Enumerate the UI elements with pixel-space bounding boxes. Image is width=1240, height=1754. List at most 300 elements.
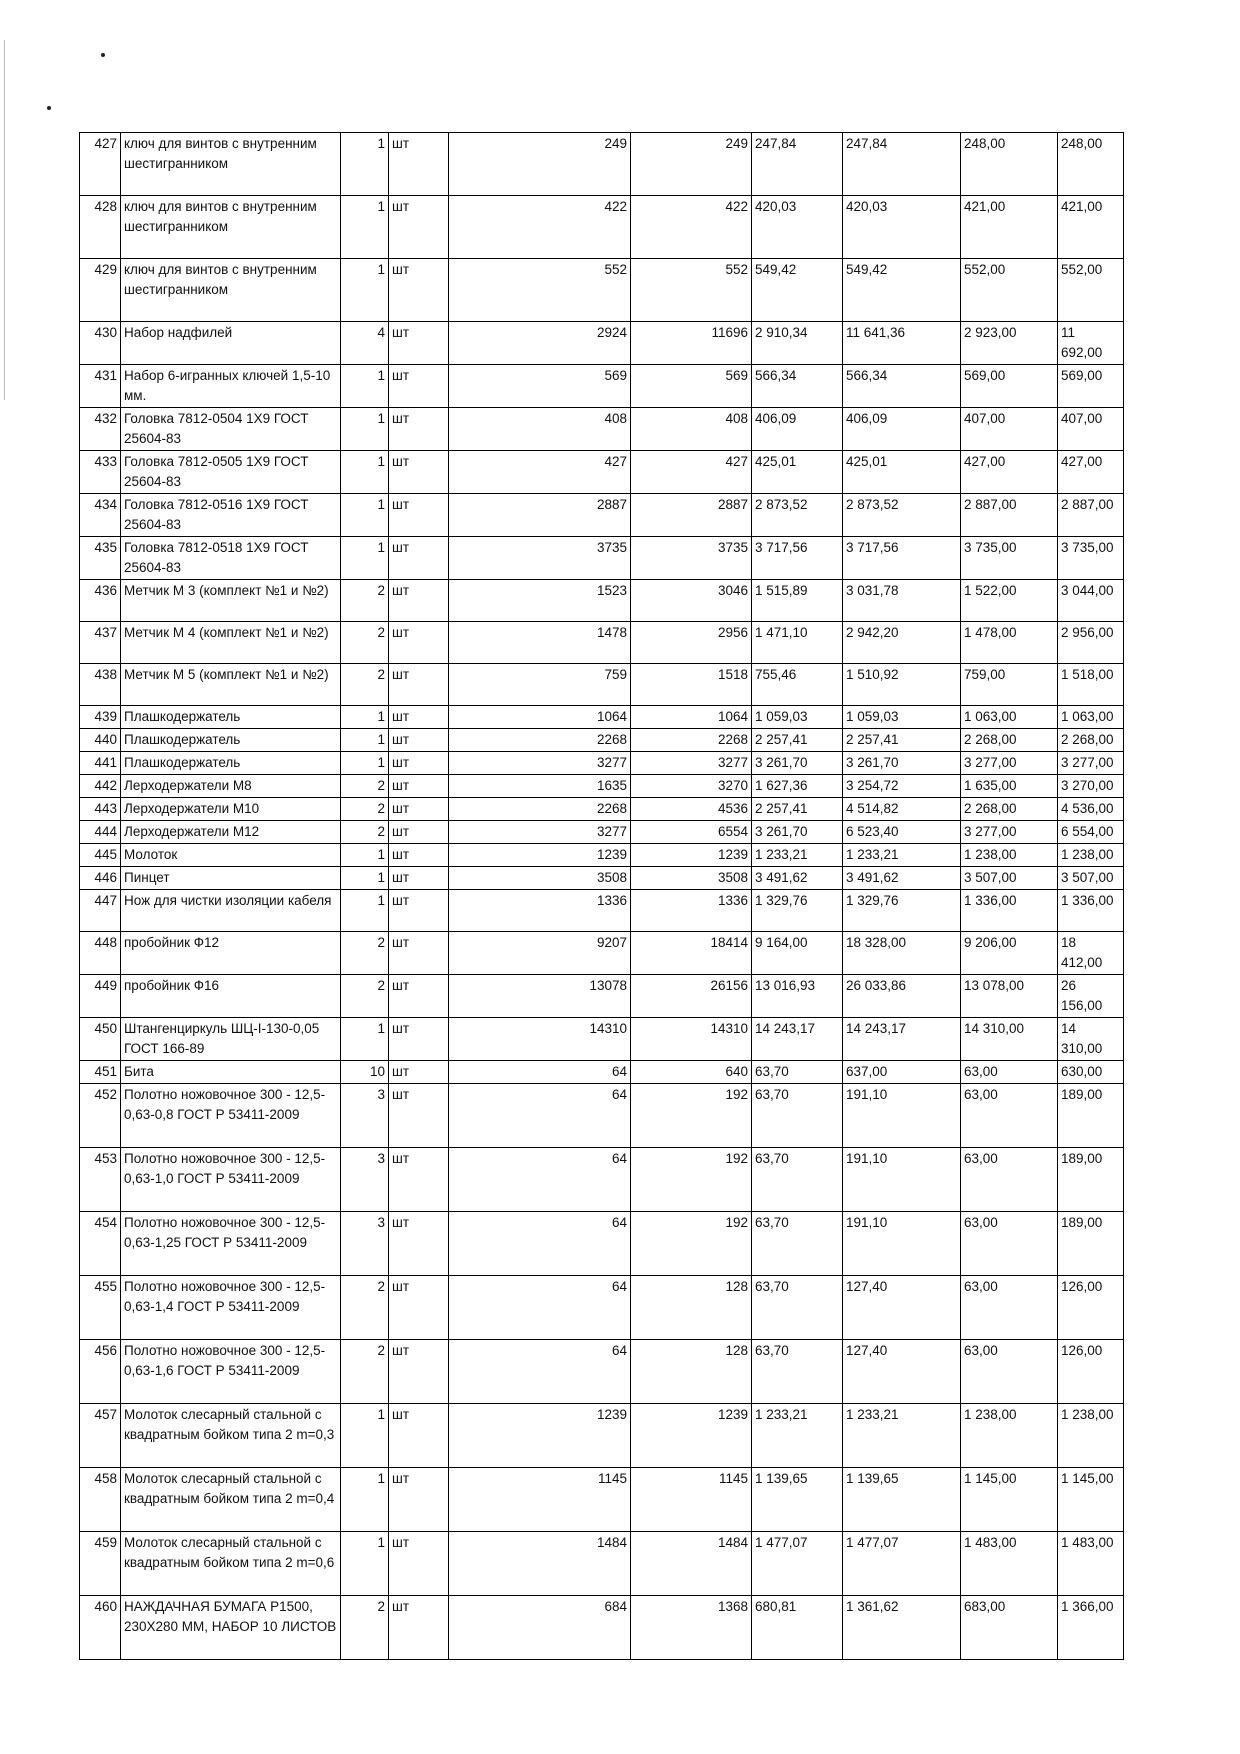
item-sum: 3270 [631, 775, 752, 798]
table-row [80, 451, 1124, 494]
alt-sum-2: 126,00 [1058, 1340, 1124, 1404]
alt-sum-1: 3 491,62 [843, 867, 961, 890]
item-price: 3277 [449, 752, 631, 775]
alt-price-2: 1 635,00 [961, 775, 1058, 798]
item-name: Метчик М 3 (комплект №1 и №2) [121, 580, 341, 622]
table-row [80, 890, 1124, 932]
item-sum: 2268 [631, 729, 752, 752]
alt-price-1: 3 491,62 [752, 867, 843, 890]
alt-price-1: 566,34 [752, 365, 843, 408]
item-sum: 1336 [631, 890, 752, 932]
table-row [80, 1596, 1124, 1660]
alt-price-1: 63,70 [752, 1340, 843, 1404]
item-unit: шт [389, 798, 449, 821]
alt-price-1: 549,42 [752, 259, 843, 322]
alt-sum-2: 3 507,00 [1058, 867, 1124, 890]
item-sum: 4536 [631, 798, 752, 821]
alt-sum-1: 420,03 [843, 196, 961, 259]
row-number: 451 [80, 1061, 121, 1084]
item-quantity: 1 [341, 1468, 389, 1532]
item-sum: 192 [631, 1148, 752, 1212]
alt-price-1: 1 471,10 [752, 622, 843, 664]
alt-sum-2: 189,00 [1058, 1148, 1124, 1212]
alt-sum-1: 3 254,72 [843, 775, 961, 798]
item-name: Бита [121, 1061, 341, 1084]
alt-sum-1: 1 059,03 [843, 706, 961, 729]
item-unit: шт [389, 133, 449, 196]
table-row [80, 1061, 1124, 1084]
alt-sum-1: 4 514,82 [843, 798, 961, 821]
item-name: Метчик М 4 (комплект №1 и №2) [121, 622, 341, 664]
item-unit: шт [389, 1340, 449, 1404]
item-quantity: 1 [341, 867, 389, 890]
item-quantity: 1 [341, 1018, 389, 1061]
item-name: ключ для винтов с внутренним шестигранником [121, 133, 341, 196]
item-price: 2887 [449, 494, 631, 537]
alt-sum-2: 2 956,00 [1058, 622, 1124, 664]
item-sum: 3046 [631, 580, 752, 622]
table-row [80, 867, 1124, 890]
item-price: 1145 [449, 1468, 631, 1532]
alt-price-2: 63,00 [961, 1084, 1058, 1148]
item-sum: 1368 [631, 1596, 752, 1660]
row-number: 439 [80, 706, 121, 729]
alt-price-2: 3 277,00 [961, 752, 1058, 775]
table-row [80, 580, 1124, 622]
item-quantity: 2 [341, 1276, 389, 1340]
item-quantity: 3 [341, 1212, 389, 1276]
alt-price-2: 759,00 [961, 664, 1058, 706]
item-sum: 408 [631, 408, 752, 451]
item-sum: 26156 [631, 975, 752, 1018]
items-table [79, 132, 1124, 1660]
alt-sum-2: 1 366,00 [1058, 1596, 1124, 1660]
item-unit: шт [389, 752, 449, 775]
item-quantity: 2 [341, 932, 389, 975]
item-name: Полотно ножовочное 300 - 12,5- 0,63-0,8 ГОСТ Р 53411-2009 [121, 1084, 341, 1148]
alt-sum-1: 11 641,36 [843, 322, 961, 365]
alt-price-2: 3 277,00 [961, 821, 1058, 844]
alt-price-1: 420,03 [752, 196, 843, 259]
item-price: 14310 [449, 1018, 631, 1061]
table-row [80, 844, 1124, 867]
item-sum: 1484 [631, 1532, 752, 1596]
alt-sum-2: 1 063,00 [1058, 706, 1124, 729]
item-price: 3277 [449, 821, 631, 844]
item-unit: шт [389, 932, 449, 975]
alt-price-2: 9 206,00 [961, 932, 1058, 975]
item-name: Головка 7812-0516 1Х9 ГОСТ 25604-83 [121, 494, 341, 537]
item-quantity: 2 [341, 580, 389, 622]
item-name: Головка 7812-0518 1Х9 ГОСТ 25604-83 [121, 537, 341, 580]
alt-sum-2: 3 270,00 [1058, 775, 1124, 798]
alt-sum-1: 14 243,17 [843, 1018, 961, 1061]
alt-price-2: 3 735,00 [961, 537, 1058, 580]
item-name: Полотно ножовочное 300 - 12,5- 0,63-1,0 ГОСТ Р 53411-2009 [121, 1148, 341, 1212]
item-unit: шт [389, 537, 449, 580]
alt-sum-1: 1 361,62 [843, 1596, 961, 1660]
row-number: 444 [80, 821, 121, 844]
item-quantity: 2 [341, 664, 389, 706]
item-name: ключ для винтов с внутренним шестигранником [121, 259, 341, 322]
item-quantity: 2 [341, 1340, 389, 1404]
alt-sum-2: 421,00 [1058, 196, 1124, 259]
table-row [80, 322, 1124, 365]
alt-sum-1: 2 873,52 [843, 494, 961, 537]
alt-sum-1: 3 031,78 [843, 580, 961, 622]
alt-sum-2: 3 277,00 [1058, 752, 1124, 775]
item-name: пробойник Ф12 [121, 932, 341, 975]
item-name: Плашкодержатель [121, 752, 341, 775]
alt-price-1: 63,70 [752, 1276, 843, 1340]
item-price: 759 [449, 664, 631, 706]
row-number: 440 [80, 729, 121, 752]
item-sum: 192 [631, 1212, 752, 1276]
alt-sum-1: 127,40 [843, 1340, 961, 1404]
table-row [80, 622, 1124, 664]
alt-price-1: 1 515,89 [752, 580, 843, 622]
item-name: пробойник Ф16 [121, 975, 341, 1018]
item-unit: шт [389, 729, 449, 752]
item-quantity: 1 [341, 729, 389, 752]
alt-price-2: 1 336,00 [961, 890, 1058, 932]
item-name: Лерходержатели М10 [121, 798, 341, 821]
item-name: НАЖДАЧНАЯ БУМАГА Р1500, 230Х280 ММ, НАБОР 10 ЛИСТОВ [121, 1596, 341, 1660]
row-number: 454 [80, 1212, 121, 1276]
alt-price-1: 755,46 [752, 664, 843, 706]
item-quantity: 1 [341, 196, 389, 259]
alt-price-1: 2 257,41 [752, 729, 843, 752]
item-quantity: 3 [341, 1148, 389, 1212]
item-sum: 422 [631, 196, 752, 259]
item-unit: шт [389, 890, 449, 932]
item-quantity: 1 [341, 537, 389, 580]
alt-sum-1: 127,40 [843, 1276, 961, 1340]
alt-sum-2: 11 692,00 [1058, 322, 1124, 365]
table-row [80, 1212, 1124, 1276]
row-number: 433 [80, 451, 121, 494]
row-number: 457 [80, 1404, 121, 1468]
alt-price-2: 1 483,00 [961, 1532, 1058, 1596]
row-number: 431 [80, 365, 121, 408]
table-row [80, 1340, 1124, 1404]
scan-speck-2 [47, 106, 51, 110]
item-unit: шт [389, 821, 449, 844]
item-price: 552 [449, 259, 631, 322]
item-sum: 11696 [631, 322, 752, 365]
item-sum: 1518 [631, 664, 752, 706]
item-quantity: 1 [341, 706, 389, 729]
item-price: 64 [449, 1276, 631, 1340]
item-unit: шт [389, 975, 449, 1018]
row-number: 429 [80, 259, 121, 322]
item-quantity: 10 [341, 1061, 389, 1084]
alt-sum-2: 1 145,00 [1058, 1468, 1124, 1532]
alt-price-1: 63,70 [752, 1084, 843, 1148]
scan-edge-mark [4, 40, 5, 400]
item-price: 64 [449, 1148, 631, 1212]
alt-price-1: 3 261,70 [752, 821, 843, 844]
row-number: 428 [80, 196, 121, 259]
item-unit: шт [389, 844, 449, 867]
row-number: 452 [80, 1084, 121, 1148]
alt-price-1: 680,81 [752, 1596, 843, 1660]
item-name: ключ для винтов с внутренним шестигранником [121, 196, 341, 259]
item-sum: 192 [631, 1084, 752, 1148]
alt-sum-2: 1 483,00 [1058, 1532, 1124, 1596]
alt-sum-1: 247,84 [843, 133, 961, 196]
table-row [80, 133, 1124, 196]
item-unit: шт [389, 1148, 449, 1212]
item-price: 64 [449, 1084, 631, 1148]
row-number: 456 [80, 1340, 121, 1404]
item-price: 427 [449, 451, 631, 494]
item-name: Лерходержатели М8 [121, 775, 341, 798]
item-price: 249 [449, 133, 631, 196]
item-quantity: 1 [341, 133, 389, 196]
alt-sum-1: 191,10 [843, 1148, 961, 1212]
alt-sum-1: 2 257,41 [843, 729, 961, 752]
item-price: 2268 [449, 729, 631, 752]
alt-price-2: 63,00 [961, 1276, 1058, 1340]
item-price: 1336 [449, 890, 631, 932]
row-number: 453 [80, 1148, 121, 1212]
alt-price-2: 3 507,00 [961, 867, 1058, 890]
table-row [80, 196, 1124, 259]
alt-price-2: 63,00 [961, 1061, 1058, 1084]
item-name: Набор надфилей [121, 322, 341, 365]
alt-sum-1: 6 523,40 [843, 821, 961, 844]
table-row [80, 706, 1124, 729]
item-sum: 128 [631, 1340, 752, 1404]
row-number: 459 [80, 1532, 121, 1596]
item-quantity: 2 [341, 775, 389, 798]
alt-price-1: 63,70 [752, 1148, 843, 1212]
item-sum: 640 [631, 1061, 752, 1084]
table-row [80, 537, 1124, 580]
row-number: 437 [80, 622, 121, 664]
alt-sum-1: 18 328,00 [843, 932, 961, 975]
alt-sum-1: 637,00 [843, 1061, 961, 1084]
item-sum: 1239 [631, 844, 752, 867]
item-sum: 1064 [631, 706, 752, 729]
item-quantity: 2 [341, 798, 389, 821]
alt-price-2: 1 238,00 [961, 1404, 1058, 1468]
alt-sum-2: 2 268,00 [1058, 729, 1124, 752]
table-row [80, 1404, 1124, 1468]
alt-price-1: 1 477,07 [752, 1532, 843, 1596]
item-unit: шт [389, 408, 449, 451]
alt-sum-1: 191,10 [843, 1212, 961, 1276]
alt-price-2: 14 310,00 [961, 1018, 1058, 1061]
item-price: 422 [449, 196, 631, 259]
alt-price-2: 63,00 [961, 1212, 1058, 1276]
item-name: Метчик М 5 (комплект №1 и №2) [121, 664, 341, 706]
item-unit: шт [389, 706, 449, 729]
item-price: 1239 [449, 844, 631, 867]
item-price: 64 [449, 1061, 631, 1084]
alt-price-2: 2 268,00 [961, 729, 1058, 752]
alt-sum-1: 1 329,76 [843, 890, 961, 932]
alt-price-2: 1 478,00 [961, 622, 1058, 664]
alt-price-2: 407,00 [961, 408, 1058, 451]
alt-sum-2: 3 044,00 [1058, 580, 1124, 622]
item-sum: 3508 [631, 867, 752, 890]
item-unit: шт [389, 622, 449, 664]
item-sum: 552 [631, 259, 752, 322]
item-unit: шт [389, 196, 449, 259]
row-number: 446 [80, 867, 121, 890]
alt-sum-2: 3 735,00 [1058, 537, 1124, 580]
alt-price-1: 406,09 [752, 408, 843, 451]
row-number: 447 [80, 890, 121, 932]
alt-price-1: 13 016,93 [752, 975, 843, 1018]
item-price: 64 [449, 1212, 631, 1276]
row-number: 438 [80, 664, 121, 706]
item-sum: 14310 [631, 1018, 752, 1061]
table-row [80, 775, 1124, 798]
alt-sum-2: 407,00 [1058, 408, 1124, 451]
alt-sum-2: 18 412,00 [1058, 932, 1124, 975]
alt-price-1: 425,01 [752, 451, 843, 494]
item-sum: 128 [631, 1276, 752, 1340]
item-name: Плашкодержатель [121, 706, 341, 729]
alt-sum-1: 1 139,65 [843, 1468, 961, 1532]
item-sum: 427 [631, 451, 752, 494]
item-unit: шт [389, 580, 449, 622]
alt-sum-1: 3 717,56 [843, 537, 961, 580]
item-quantity: 1 [341, 408, 389, 451]
alt-sum-2: 427,00 [1058, 451, 1124, 494]
item-price: 1064 [449, 706, 631, 729]
item-name: Нож для чистки изоляции кабеля [121, 890, 341, 932]
item-price: 3735 [449, 537, 631, 580]
item-sum: 1239 [631, 1404, 752, 1468]
table-row [80, 259, 1124, 322]
item-name: Плашкодержатель [121, 729, 341, 752]
item-unit: шт [389, 494, 449, 537]
table-row [80, 752, 1124, 775]
alt-price-2: 1 063,00 [961, 706, 1058, 729]
alt-price-1: 2 257,41 [752, 798, 843, 821]
table-row [80, 494, 1124, 537]
item-unit: шт [389, 867, 449, 890]
alt-sum-2: 189,00 [1058, 1084, 1124, 1148]
alt-sum-2: 630,00 [1058, 1061, 1124, 1084]
item-sum: 2887 [631, 494, 752, 537]
alt-sum-2: 6 554,00 [1058, 821, 1124, 844]
item-price: 9207 [449, 932, 631, 975]
alt-price-2: 552,00 [961, 259, 1058, 322]
row-number: 460 [80, 1596, 121, 1660]
item-price: 1484 [449, 1532, 631, 1596]
item-name: Штангенциркуль ШЦ-I-130-0,05 ГОСТ 166-89 [121, 1018, 341, 1061]
item-quantity: 1 [341, 1404, 389, 1468]
item-sum: 3735 [631, 537, 752, 580]
item-price: 13078 [449, 975, 631, 1018]
items-table-body [80, 133, 1124, 1660]
alt-price-1: 1 059,03 [752, 706, 843, 729]
alt-sum-1: 3 261,70 [843, 752, 961, 775]
item-sum: 569 [631, 365, 752, 408]
table-row [80, 932, 1124, 975]
item-unit: шт [389, 664, 449, 706]
table-row [80, 1276, 1124, 1340]
item-price: 64 [449, 1340, 631, 1404]
alt-price-1: 1 627,36 [752, 775, 843, 798]
item-name: Головка 7812-0505 1Х9 ГОСТ 25604-83 [121, 451, 341, 494]
table-row [80, 975, 1124, 1018]
item-quantity: 1 [341, 844, 389, 867]
row-number: 450 [80, 1018, 121, 1061]
item-unit: шт [389, 451, 449, 494]
table-row [80, 365, 1124, 408]
alt-price-1: 3 261,70 [752, 752, 843, 775]
item-name: Лерходержатели М12 [121, 821, 341, 844]
item-sum: 2956 [631, 622, 752, 664]
item-unit: шт [389, 365, 449, 408]
alt-sum-2: 2 887,00 [1058, 494, 1124, 537]
item-name: Набор 6-игранных ключей 1,5-10 мм. [121, 365, 341, 408]
item-quantity: 2 [341, 622, 389, 664]
alt-sum-1: 406,09 [843, 408, 961, 451]
alt-sum-2: 1 518,00 [1058, 664, 1124, 706]
row-number: 458 [80, 1468, 121, 1532]
alt-sum-2: 189,00 [1058, 1212, 1124, 1276]
item-unit: шт [389, 1404, 449, 1468]
alt-price-1: 1 329,76 [752, 890, 843, 932]
item-price: 1239 [449, 1404, 631, 1468]
item-name: Полотно ножовочное 300 - 12,5- 0,63-1,4 ГОСТ Р 53411-2009 [121, 1276, 341, 1340]
alt-sum-1: 1 233,21 [843, 1404, 961, 1468]
alt-price-2: 13 078,00 [961, 975, 1058, 1018]
alt-price-2: 2 268,00 [961, 798, 1058, 821]
row-number: 445 [80, 844, 121, 867]
alt-price-2: 1 238,00 [961, 844, 1058, 867]
item-name: Полотно ножовочное 300 - 12,5- 0,63-1,25 ГОСТ Р 53411-2009 [121, 1212, 341, 1276]
item-sum: 3277 [631, 752, 752, 775]
item-name: Молоток слесарный стальной с квадратным бойком типа 2 m=0,6 [121, 1532, 341, 1596]
row-number: 434 [80, 494, 121, 537]
alt-price-2: 683,00 [961, 1596, 1058, 1660]
table-row [80, 821, 1124, 844]
item-name: Полотно ножовочное 300 - 12,5- 0,63-1,6 ГОСТ Р 53411-2009 [121, 1340, 341, 1404]
alt-price-1: 1 233,21 [752, 844, 843, 867]
row-number: 441 [80, 752, 121, 775]
alt-price-2: 63,00 [961, 1148, 1058, 1212]
item-unit: шт [389, 322, 449, 365]
row-number: 427 [80, 133, 121, 196]
alt-price-1: 247,84 [752, 133, 843, 196]
row-number: 435 [80, 537, 121, 580]
item-price: 3508 [449, 867, 631, 890]
table-row [80, 729, 1124, 752]
scan-speck-1 [101, 53, 105, 57]
alt-price-2: 1 145,00 [961, 1468, 1058, 1532]
alt-price-1: 1 233,21 [752, 1404, 843, 1468]
alt-price-2: 427,00 [961, 451, 1058, 494]
table-row [80, 1532, 1124, 1596]
item-unit: шт [389, 1468, 449, 1532]
alt-price-1: 1 139,65 [752, 1468, 843, 1532]
alt-sum-2: 552,00 [1058, 259, 1124, 322]
item-name: Молоток слесарный стальной с квадратным бойком типа 2 m=0,3 [121, 1404, 341, 1468]
item-sum: 18414 [631, 932, 752, 975]
item-quantity: 1 [341, 1532, 389, 1596]
alt-price-1: 2 873,52 [752, 494, 843, 537]
row-number: 432 [80, 408, 121, 451]
alt-sum-1: 26 033,86 [843, 975, 961, 1018]
